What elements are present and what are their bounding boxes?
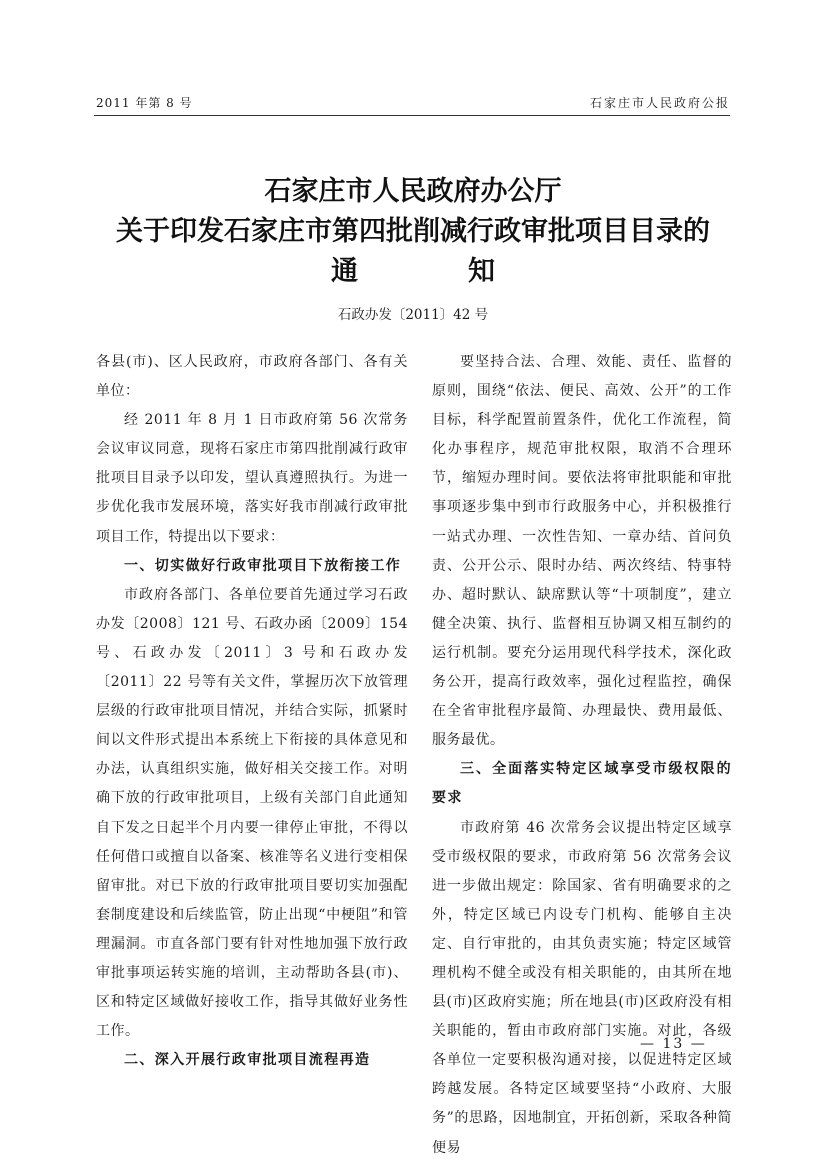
issue-label: 2011 年第 8 号: [96, 96, 193, 110]
section-3-paragraph: 市政府第 46 次常务会议提出特定区域享受市级权限的要求，市政府第 56 次常务会议进一步做出规定：除国家、省有明确要求的之外，特定区域已内设专门机构、能够自主决定、自行审批的，由其负责实施；特定区域管理机构不健全或没有相关职能的，由其所在地县(市)区政府实施；所在地县(市)区政府没有相关职能的，暂由市政府部门实施。对此，各级各单位一定要积极沟通对接，以促进特定区域跨越发展。各特定区域要坚持“小政府、大服务”的思路，因地制宜，开拓创新，采取各种简便易: [432, 819, 732, 1156]
title-line-2: 关于印发石家庄市第四批削减行政审批项目目录的: [116, 216, 710, 247]
title-char-zhi: 知: [468, 256, 495, 287]
section-1-paragraph: 市政府各部门、各单位要首先通过学习石政办发〔2008〕121 号、石政办函〔2009〕154 号、石政办发〔2011〕3 号和石政办发〔2011〕22 号等有关文件，掌握历次下放管理层级的行政审批项目情况，并结合实际，抓紧时间以文件形式提出本系统上下衔接的具体意见和办法，认真组织实施，做好相关交接工作。对明确下放的行政审批项目，上级有关部门自此通知自下发之日起半个月内要一律停止审批，不得以任何借口或擅自以备案、核准等名义进行变相保留审批。对已下放的行政审批项目要切实加强配套制度建设和后续监管，防止出现“中梗阻”和管理漏洞。市直各部门要有针对性地加强下放行政审批事项运转实施的培训，主动帮助各县(市)、区和特定区域做好接收工作，指导其做好业务性工作。: [96, 586, 408, 1040]
salutation: 各县(市)、区人民政府，市政府各部门、各有关单位：: [96, 354, 408, 400]
page-number: — 13 —: [640, 1036, 707, 1052]
intro-paragraph: 经 2011 年 8 月 1 日市政府第 56 次常务会议审议同意，现将石家庄市第四批削减行政审批项目目录予以印发，望认真遵照执行。为进一步优化我市发展环境，落实好我市削减行政审批项目工作，特提出以下要求：: [96, 412, 408, 545]
document-number: 石政办发〔2011〕42 号: [337, 307, 489, 323]
header-divider: [94, 115, 730, 116]
body-column-left: [96, 348, 408, 1075]
running-header: [96, 94, 730, 116]
title-char-tong: 通: [331, 256, 358, 287]
section-2-heading: 二、深入开展行政审批项目流程再造: [124, 1052, 371, 1069]
title-line-3: [60, 252, 766, 292]
section-2-paragraph: 要坚持合法、合理、效能、责任、监督的原则，围绕“依法、便民、高效、公开”的工作目标，科学配置前置条件，优化工作流程，简化办事程序，规范审批权限，取消不合理环节，缩短办理时间。要依法将审批职能和审批事项逐步集中到市行政服务中心，并积极推行一站式办理、一次性告知、一章办结、首问负责、公开公示、限时办结、两次终结、特事特办、超时默认、缺席默认等“十项制度”，建立健全决策、执行、监督相互协调又相互制约的运行机制。要充分运用现代科学技术，深化政务公开，提高行政效率，强化过程监控，确保在全省审批程序最简、办理最快、费用最低、服务最优。: [432, 354, 732, 749]
publication-name: 石家庄市人民政府公报: [589, 96, 730, 110]
title-line-1: 石家庄市人民政府办公厅: [264, 176, 562, 207]
section-3-heading: 三、全面落实特定区域享受市级权限的要求: [432, 761, 732, 807]
section-1-heading: 一、切实做好行政审批项目下放衔接工作: [124, 557, 402, 574]
